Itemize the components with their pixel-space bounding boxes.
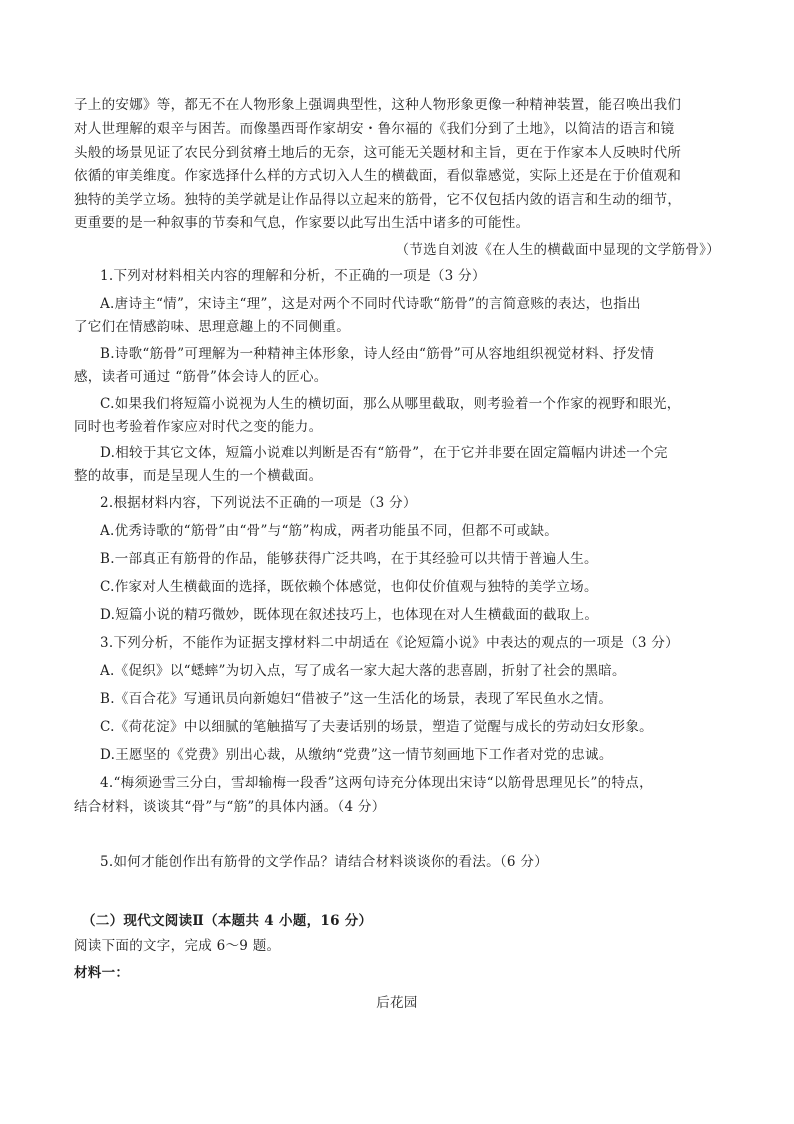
q1-option-c-line-2: 同时也考验着作家应对时代之变的能力。 [74,419,323,435]
q2-option-d: D.短篇小说的精巧微妙，既体现在叙述技巧上，也体现在对人生横截面的截取上。 [100,607,599,623]
q1-stem: 1.下列对材料相关内容的理解和分析，不正确的一项是（3 分） [100,268,486,284]
q1-option-a-line-1: A.唐诗主“情”，宋诗主“理”，这是对两个不同时代诗歌“筋骨”的言简意赅的表达，也指出 [100,296,641,312]
q1-option-b-line-2: 感，读者可通过 “筋骨”体会诗人的匠心。 [74,369,328,385]
material-label: 材料一： [74,965,130,981]
q5-stem: 5.如何才能创作出有筋骨的文学作品？请结合材料谈谈你的看法。（6 分） [100,854,549,870]
q1-option-a-line-2: 了它们在情感韵味、思理意趣上的不同侧重。 [74,319,350,335]
q3-option-a: A.《促织》以“蟋蟀”为切入点，写了成名一家大起大落的悲喜剧，折射了社会的黑暗。 [100,663,626,679]
q1-option-d-line-2: 整的故事，而是呈现人生的一个横截面。 [74,468,323,484]
q2-option-c: C.作家对人生横截面的选择，既依赖个体感觉，也仰仗价值观与独特的美学立场。 [100,579,598,595]
article-title: 后花园 [376,995,418,1011]
q1-option-b-line-1: B.诗歌“筋骨”可理解为一种精神主体形象，诗人经由“筋骨”可从容地组织视觉材料、抒发情 [100,346,655,362]
q2-option-b: B.一部真正有筋骨的作品，能够获得广泛共鸣，在于其经验可以共情于普遍人生。 [100,551,598,567]
intro-line-2: 对人世理解的艰辛与困苦。而像墨西哥作家胡安・鲁尔福的《我们分到了土地》，以简洁的语言和镜 [74,121,675,137]
intro-line-5: 独特的美学立场。独特的美学就是让作品得以立起来的筋骨，它不仅包括内敛的语言和生动的细节， [74,192,682,208]
source-citation: （节选自刘波《在人生的横截面中显现的文学筋骨》） [395,242,720,258]
intro-line-3: 头般的场景见证了农民分到贫瘠土地后的无奈，这可能无关题材和主旨，更在于作家本人反映时代所 [74,145,682,161]
q3-option-d: D.王愿坚的《党费》别出心裁，从缴纳“党费”这一情节刻画地下工作者对党的忠诚。 [100,747,613,763]
intro-line-1: 子上的安娜》等，都无不在人物形象上强调典型性，这种人物形象更像一种精神装置，能召唤出我们 [74,97,682,113]
q1-option-d-line-1: D.相较于其它文体，短篇小说难以判断是否有“筋骨”，在于它并非要在固定篇幅内讲述一个完 [100,445,668,461]
q3-option-b: B.《百合花》写通讯员向新媳妇“借被子”这一生活化的场景，表现了军民鱼水之情。 [100,691,613,707]
q3-option-c: C.《荷花淀》中以细腻的笔触描写了夫妻话别的场景，塑造了觉醒与成长的劳动妇女形象。 [100,719,653,735]
q4-line-1: 4.“梅须逊雪三分白，雪却输梅一段香”这两句诗充分体现出宋诗“以筋骨思理见长”的特点， [100,775,653,791]
q1-option-c-line-1: C.如果我们将短篇小说视为人生的横切面，那么从哪里截取，则考验着一个作家的视野和眼光， [100,396,681,412]
section-instruction: 阅读下面的文字，完成 6～9 题。 [74,938,281,954]
q4-line-2: 结合材料，谈谈其“骨”与“筋”的具体内涵。（4 分） [74,799,386,815]
q2-stem: 2.根据材料内容，下列说法不正确的一项是（3 分） [100,495,417,511]
q2-option-a: A.优秀诗歌的“筋骨”由“骨”与“筋”构成，两者功能虽不同，但都不可或缺。 [100,523,559,539]
intro-line-6: 更重要的是一种叙事的节奏和气息，作家要以此写出生活中诸多的可能性。 [74,215,530,231]
section-title: （二）现代文阅读Ⅱ（本题共 4 小题，16 分） [82,913,373,929]
intro-line-4: 依循的审美维度。作家选择什么样的方式切入人生的横截面，看似靠感觉，实际上还是在于价值观和 [74,168,682,184]
q3-stem: 3.下列分析，不能作为证据支撑材料二中胡适在《论短篇小说》中表达的观点的一项是（3 分） [100,635,679,651]
